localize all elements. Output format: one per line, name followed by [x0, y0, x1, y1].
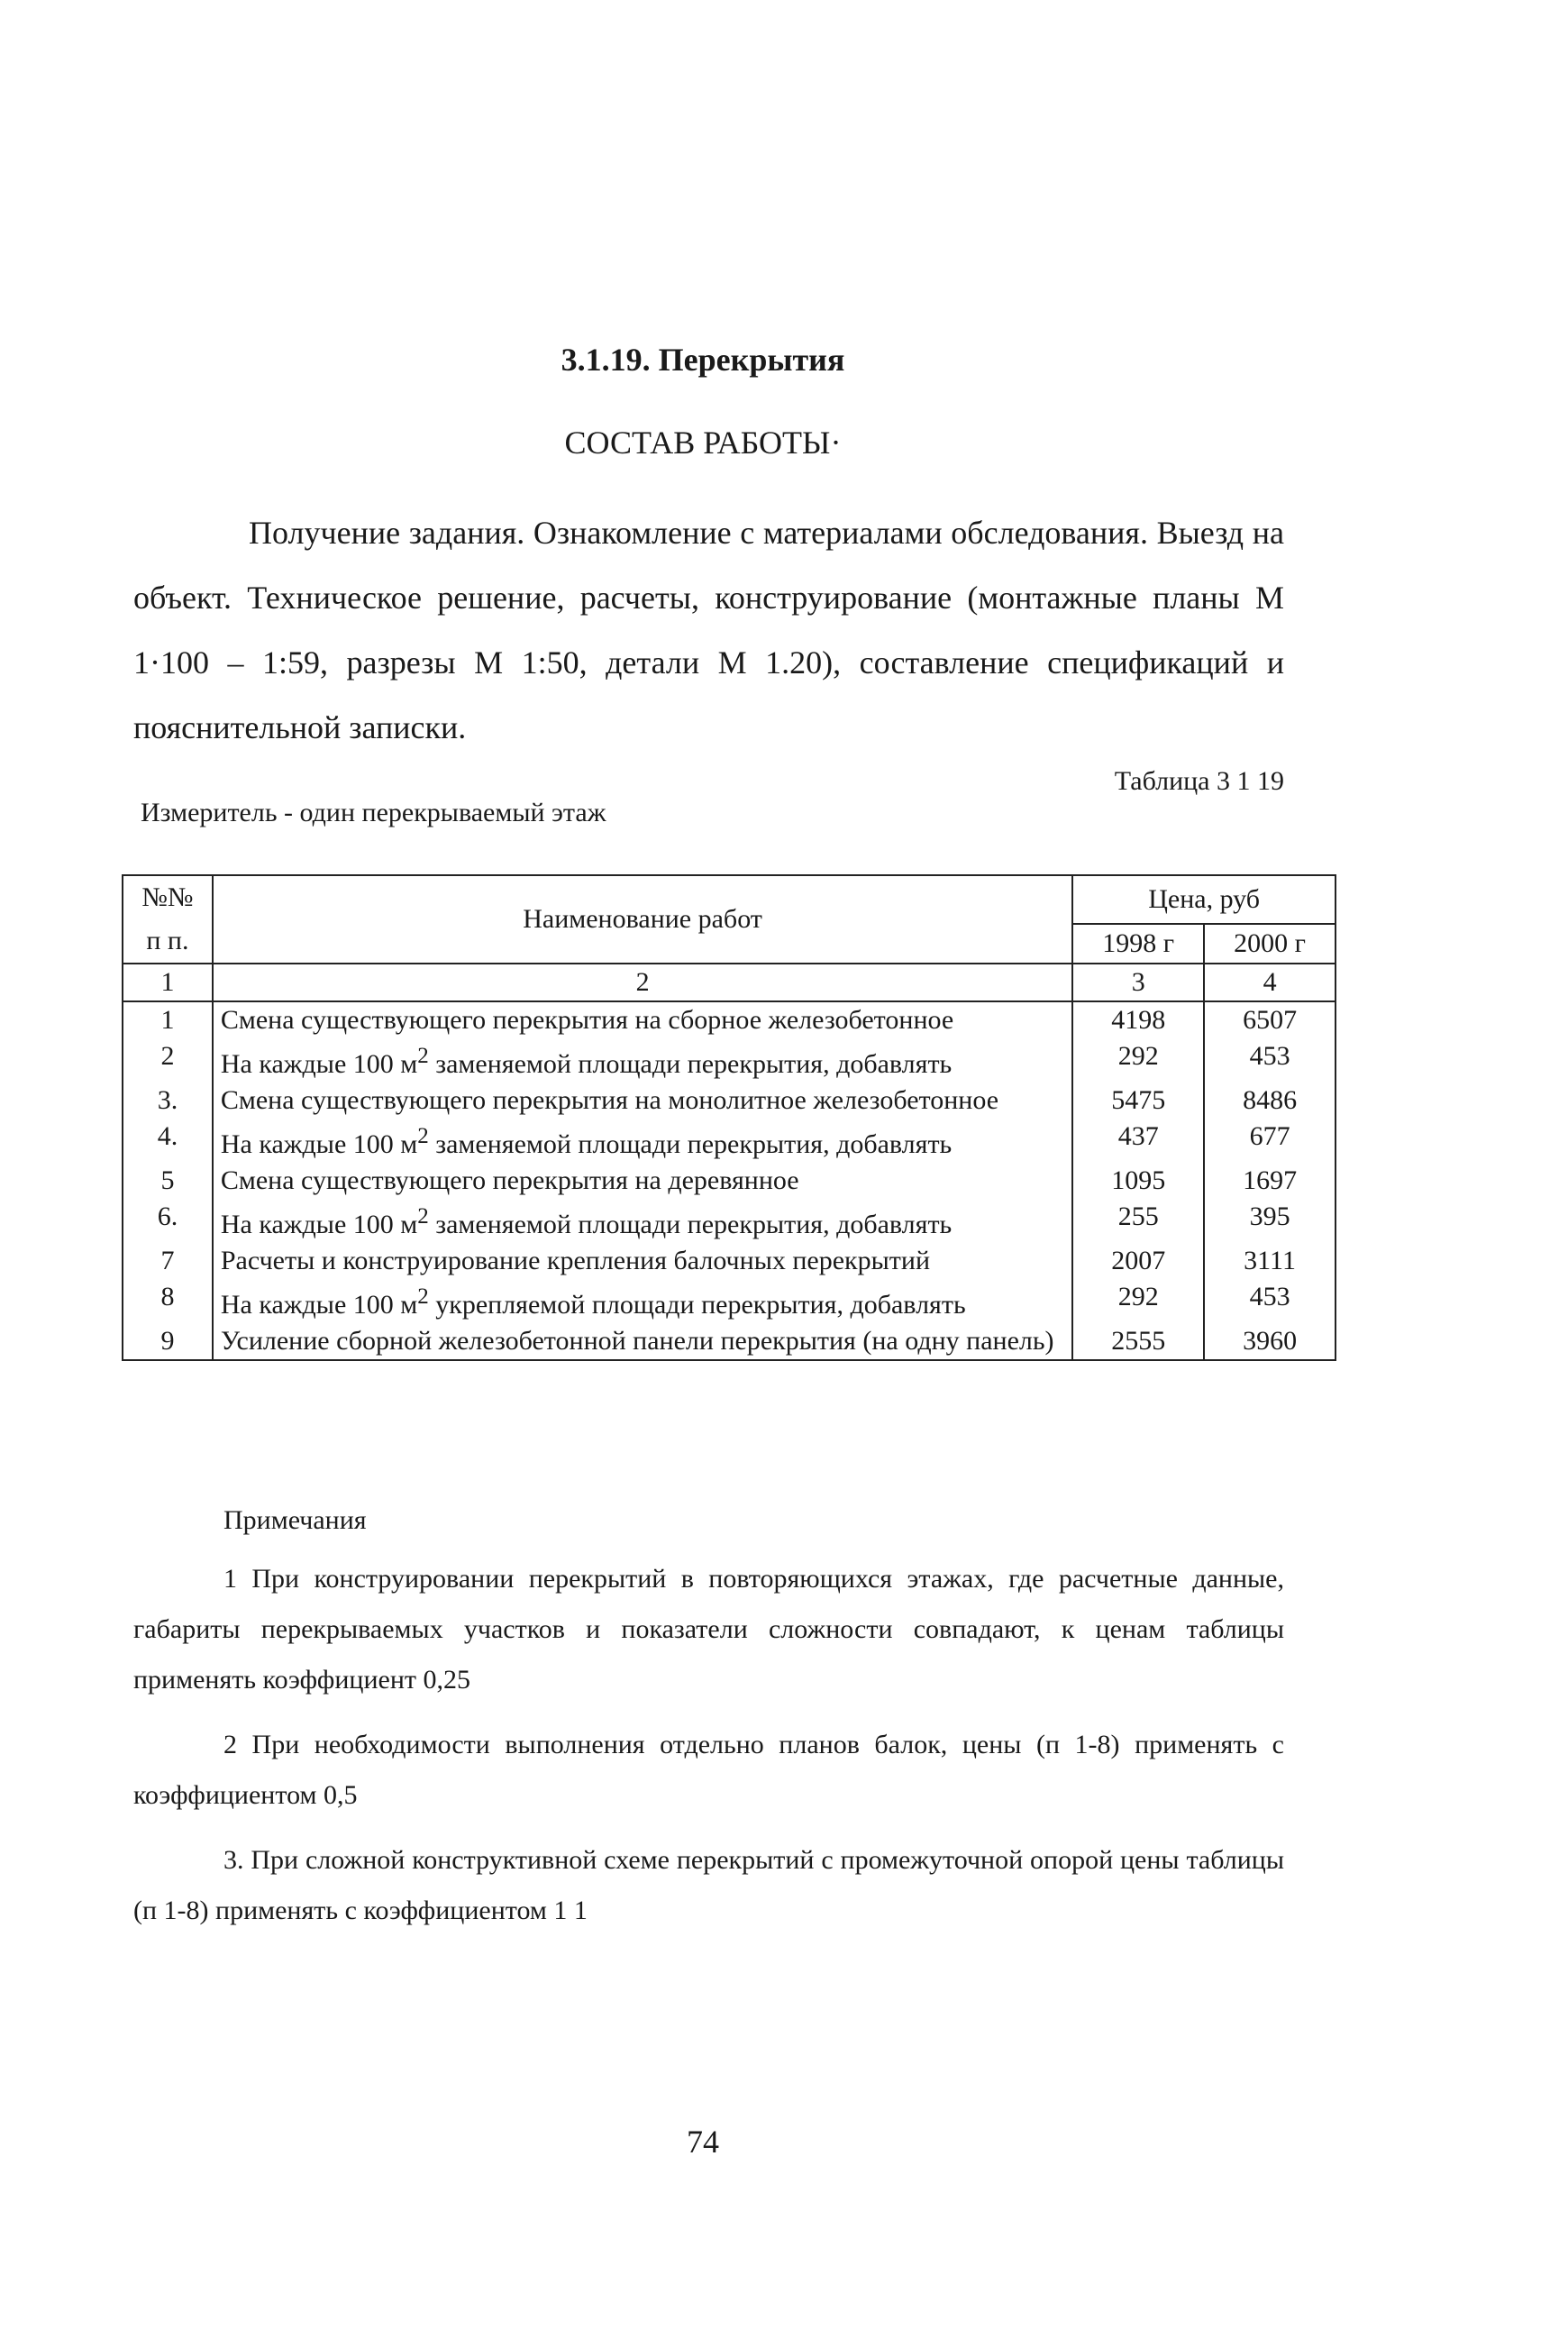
row-name-post: укрепляемой площади перекрытия, добавлять: [428, 1290, 966, 1320]
table-row: [123, 1001, 1336, 1038]
header-num-line2: п п.: [146, 926, 189, 955]
price-1998: 5475: [1072, 1083, 1204, 1119]
table-meter-note: Измеритель - один перекрываемый этаж: [141, 798, 606, 827]
row-name: Расчеты и конструирование крепления балочных перекрытий: [213, 1243, 1072, 1279]
price-1998: 2555: [1072, 1323, 1204, 1360]
price-2000: 8486: [1204, 1083, 1336, 1119]
column-number: 3: [1072, 964, 1204, 1001]
header-year-1998: 1998 г: [1072, 924, 1204, 964]
row-name: Усиление сборной железобетонной панели перекрытия (на одну панель): [213, 1323, 1072, 1360]
header-price: Цена, руб: [1072, 875, 1336, 924]
superscript: 2: [417, 1044, 429, 1068]
table-row: [123, 1163, 1336, 1199]
price-1998: 437: [1072, 1119, 1204, 1163]
row-name-pre: На каждые 100 м: [220, 1049, 418, 1079]
notes-heading: Примечания: [223, 1505, 367, 1535]
row-number: 1: [123, 1001, 213, 1038]
header-num: [123, 875, 213, 964]
row-name: Смена существующего перекрытия на сборное железобетонное: [213, 1001, 1072, 1038]
table-row: [123, 1083, 1336, 1119]
row-number: 7: [123, 1243, 213, 1279]
price-2000: 395: [1204, 1199, 1336, 1243]
row-number: 6.: [123, 1199, 213, 1243]
intro-paragraph: Получение задания. Ознакомление с материалами обследования. Выезд на объект. Техническое решение, расчеты, конструирование (монтажные планы М 1·100 – 1:59, разрезы М 1:50, детали М 1.20), составление спецификаций и пояснительной записки.: [133, 515, 1284, 745]
table-row: [123, 1119, 1336, 1163]
row-number: 2: [123, 1038, 213, 1083]
note-item: 2 При необходимости выполнения отдельно планов балок, цены (п 1-8) применять с коэффициентом 0,5: [133, 1730, 1284, 1810]
row-name: Смена существующего перекрытия на деревянное: [213, 1163, 1072, 1199]
page-number: 74: [687, 2124, 719, 2160]
price-1998: 4198: [1072, 1001, 1204, 1038]
notes-section: [133, 1505, 1284, 1951]
section-subtitle: СОСТАВ РАБОТЫ·: [564, 425, 842, 461]
table-row: [123, 1323, 1336, 1360]
table-row: [123, 1199, 1336, 1243]
note-item: 1 При конструировании перекрытий в повторяющихся этажах, где расчетные данные, габариты перекрываемых участков и показатели сложности совпадают, к ценам таблицы применять коэффициент 0,25: [133, 1564, 1284, 1695]
row-number: 8: [123, 1279, 213, 1323]
price-1998: 292: [1072, 1279, 1204, 1323]
price-1998: 255: [1072, 1199, 1204, 1243]
superscript: 2: [417, 1204, 429, 1229]
row-name-post: заменяемой площади перекрытия, добавлять: [428, 1129, 953, 1159]
table-row: [123, 1243, 1336, 1279]
price-2000: 6507: [1204, 1001, 1336, 1038]
row-name: [213, 1038, 1072, 1083]
table-row: [123, 1279, 1336, 1323]
row-name: [213, 1279, 1072, 1323]
row-name-pre: На каждые 100 м: [220, 1210, 418, 1239]
price-2000: 1697: [1204, 1163, 1336, 1199]
price-2000: 453: [1204, 1038, 1336, 1083]
superscript: 2: [417, 1284, 429, 1309]
section-title: 3.1.19. Перекрытия: [561, 342, 845, 378]
superscript: 2: [417, 1124, 429, 1148]
column-number: 4: [1204, 964, 1336, 1001]
table-caption: Таблица 3 1 19: [1114, 766, 1284, 796]
price-1998: 1095: [1072, 1163, 1204, 1199]
row-number: 3.: [123, 1083, 213, 1119]
price-1998: 2007: [1072, 1243, 1204, 1279]
column-number: 1: [123, 964, 213, 1001]
header-year-2000: 2000 г: [1204, 924, 1336, 964]
price-2000: 677: [1204, 1119, 1336, 1163]
row-name-pre: На каждые 100 м: [220, 1290, 418, 1320]
price-2000: 3111: [1204, 1243, 1336, 1279]
table-header-row: [123, 875, 1336, 924]
row-name: [213, 1119, 1072, 1163]
row-name: Смена существующего перекрытия на монолитное железобетонное: [213, 1083, 1072, 1119]
price-2000: 3960: [1204, 1323, 1336, 1360]
row-name-post: заменяемой площади перекрытия, добавлять: [428, 1049, 953, 1079]
row-name-post: заменяемой площади перекрытия, добавлять: [428, 1210, 953, 1239]
row-name-pre: На каждые 100 м: [220, 1129, 418, 1159]
price-1998: 292: [1072, 1038, 1204, 1083]
table-row: [123, 1038, 1336, 1083]
column-numbers-row: [123, 964, 1336, 1001]
row-number: 4.: [123, 1119, 213, 1163]
price-2000: 453: [1204, 1279, 1336, 1323]
note-item: 3. При сложной конструктивной схеме перекрытий с промежуточной опорой цены таблицы (п 1-8) применять с коэффициентом 1 1: [133, 1845, 1284, 1925]
header-name: Наименование работ: [213, 875, 1072, 964]
column-number: 2: [213, 964, 1072, 1001]
row-name: [213, 1199, 1072, 1243]
row-number: 5: [123, 1163, 213, 1199]
header-num-line1: №№: [141, 882, 194, 912]
works-price-table: [122, 874, 1336, 1361]
row-number: 9: [123, 1323, 213, 1360]
